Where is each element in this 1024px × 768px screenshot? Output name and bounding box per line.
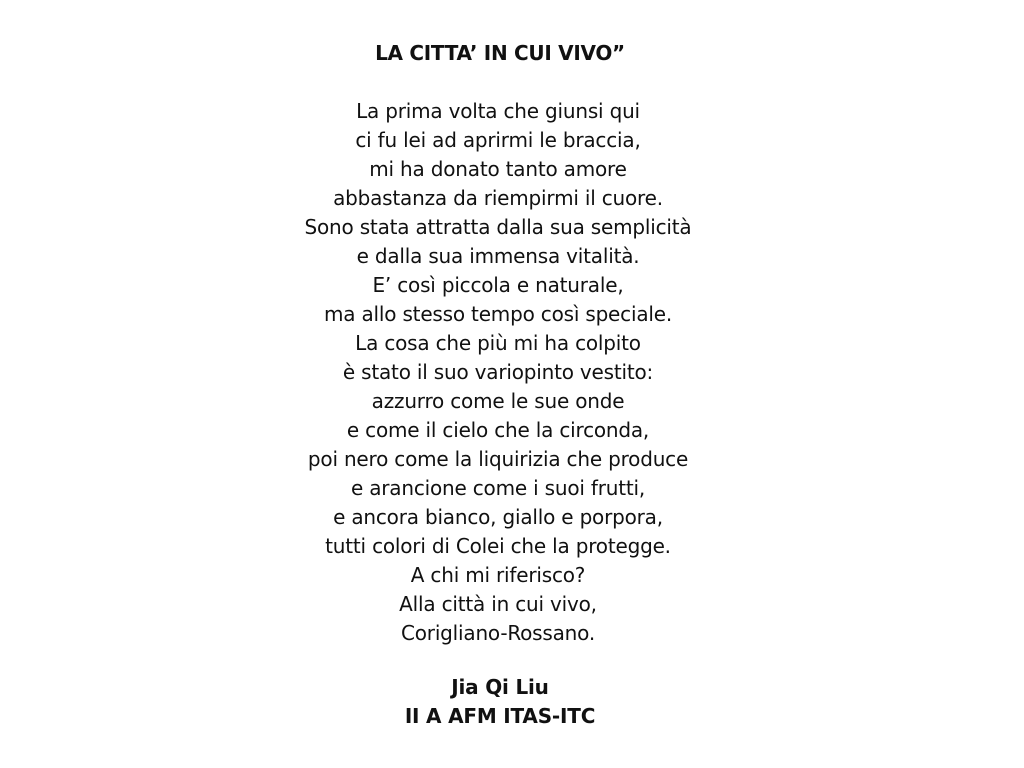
poem-line: azzurro come le sue onde: [371, 389, 625, 413]
poem-line: Sono stata attratta dalla sua semplicità: [304, 215, 692, 239]
poem-line: E’ così piccola e naturale,: [372, 273, 624, 297]
poem-line: A chi mi riferisco?: [410, 563, 586, 587]
poem-line: ci fu lei ad aprirmi le braccia,: [355, 128, 641, 152]
poem-line: e come il cielo che la circonda,: [346, 418, 650, 442]
poem-line: Alla città in cui vivo,: [399, 592, 597, 616]
poem-body: [0, 97, 996, 648]
poem-line: Corigliano-Rossano.: [401, 621, 595, 645]
poem-line: abbastanza da riempirmi il cuore.: [333, 186, 663, 210]
poem-line: e ancora bianco, giallo e porpora,: [333, 505, 663, 529]
poem-line: mi ha donato tanto amore: [369, 157, 627, 181]
signature-block: [0, 673, 1000, 731]
author-name: Jia Qi Liu: [451, 675, 549, 699]
poem-line: tutti colori di Colei che la protegge.: [325, 534, 671, 558]
poem-line: ma allo stesso tempo così speciale.: [324, 302, 672, 326]
poem-line: e arancione come i suoi frutti,: [350, 476, 646, 500]
poem-line: è stato il suo variopinto vestito:: [342, 360, 654, 384]
poem-title: LA CITTA’ IN CUI VIVO”: [375, 41, 625, 65]
poem-line: e dalla sua immensa vitalità.: [356, 244, 640, 268]
author-class: II A AFM ITAS-ITC: [404, 704, 596, 728]
poem-line: La prima volta che giunsi qui: [356, 99, 640, 123]
poem-line: poi nero come la liquirizia che produce: [307, 447, 689, 471]
poem-line: La cosa che più mi ha colpito: [355, 331, 641, 355]
